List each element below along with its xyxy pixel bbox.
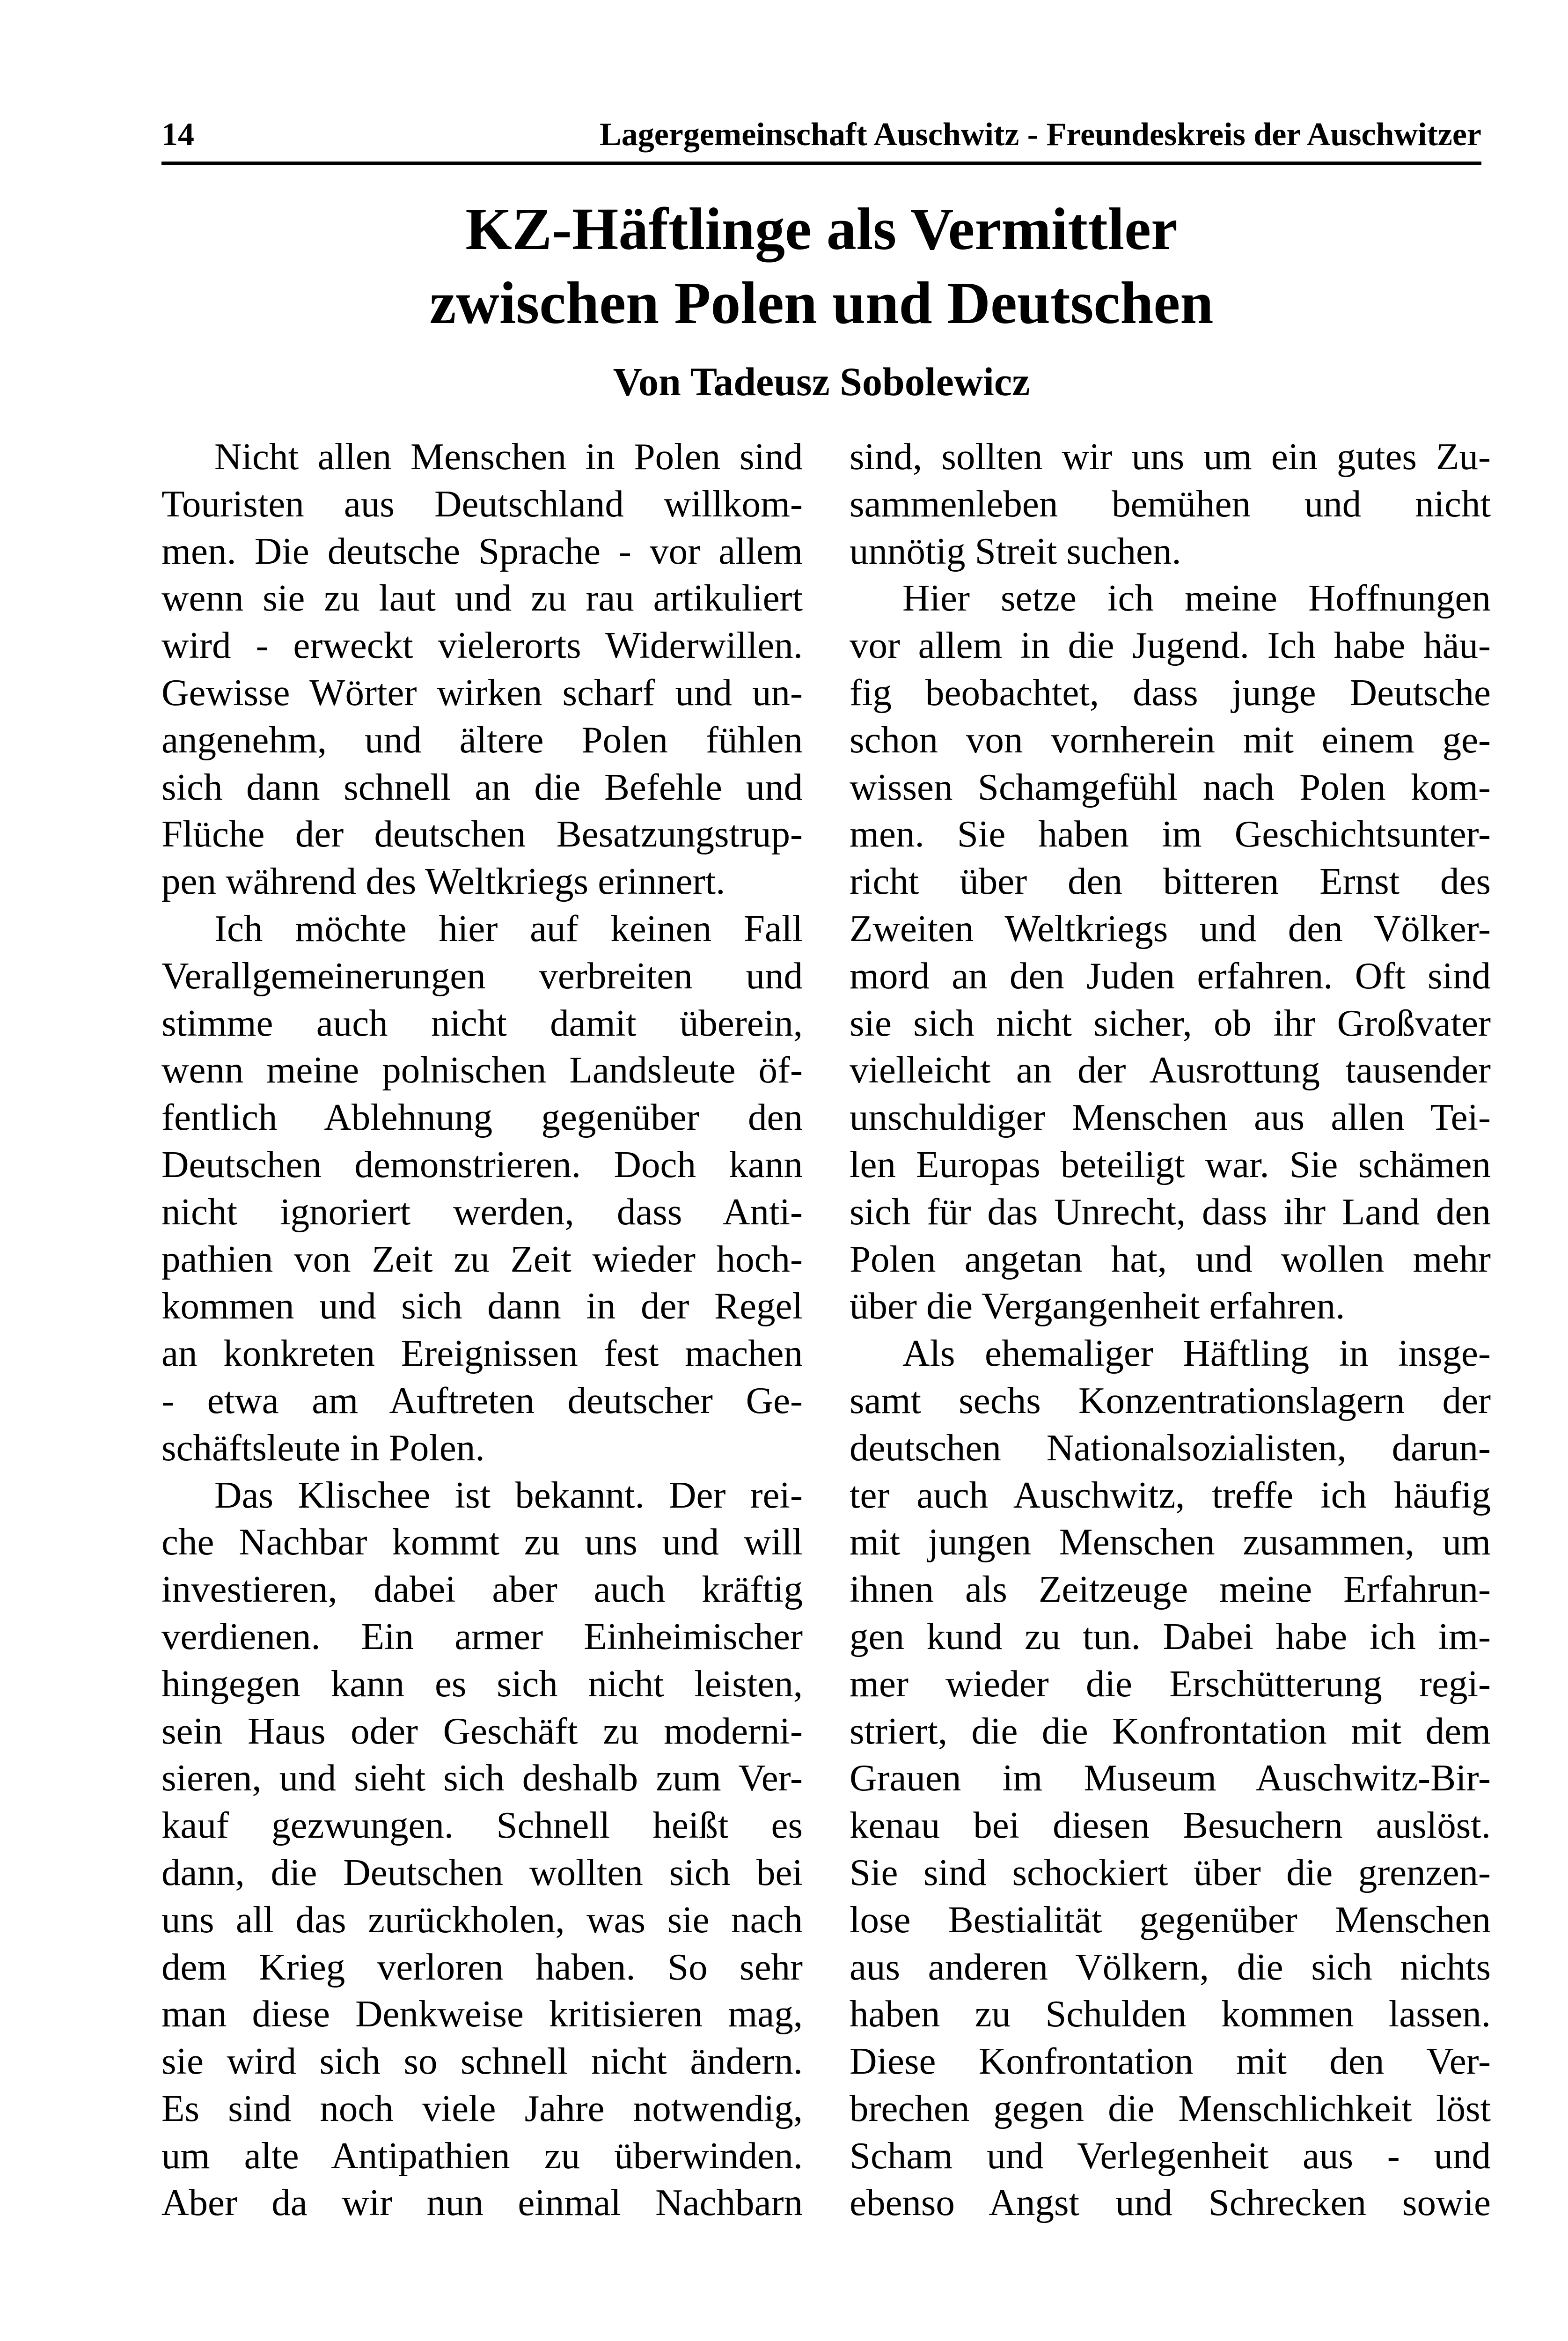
text-line: sich dann schnell an die Befehle und [161, 766, 803, 808]
text-line: sammenleben bemühen und nicht [850, 482, 1491, 525]
text-line: ihnen als Zeitzeuge meine Erfahrun- [850, 1568, 1491, 1611]
text-line: gen kund zu tun. Dabei habe ich im- [850, 1615, 1491, 1657]
text-column-right [850, 433, 1491, 2226]
text-line: ter auch Auschwitz, treffe ich häufig [850, 1473, 1491, 1516]
text-line: sie sich nicht sicher, ob ihr Großvater [850, 1001, 1491, 1044]
text-line: len Europas beteiligt war. Sie schämen [850, 1143, 1491, 1185]
text-line: sie wird sich so schnell nicht ändern. [161, 2040, 803, 2083]
text-line: pen während des Weltkriegs erinnert. [161, 860, 725, 903]
text-line: che Nachbar kommt zu uns und will [161, 1521, 803, 1563]
text-line: Gewisse Wörter wirken scharf und un- [161, 671, 803, 714]
text-line: striert, die die Konfrontation mit dem [850, 1709, 1491, 1752]
text-line: Polen angetan hat, und wollen mehr [850, 1237, 1491, 1280]
text-line: kommen und sich dann in der Regel [161, 1285, 803, 1327]
byline: Von Tadeusz Sobolewicz [613, 359, 1030, 404]
text-line: pathien von Zeit zu Zeit wieder hoch- [161, 1237, 803, 1280]
text-line: Grauen im Museum Auschwitz-Bir- [850, 1757, 1491, 1799]
text-line: wenn meine polnischen Landsleute öf- [161, 1049, 803, 1091]
text-line: Zweiten Weltkriegs und den Völker- [850, 907, 1491, 950]
text-line: kenau bei diesen Besuchern auslöst. [850, 1804, 1491, 1847]
text-line: wenn sie zu laut und zu rau artikuliert [161, 577, 803, 619]
text-line: wird - erweckt vielerorts Widerwillen. [161, 624, 803, 667]
text-line: schäftsleute in Polen. [161, 1426, 485, 1469]
text-line: um alte Antipathien zu überwinden. [161, 2134, 803, 2177]
article-title-line: zwischen Polen und Deutschen [429, 270, 1214, 336]
text-line: mord an den Juden erfahren. Oft sind [850, 954, 1491, 997]
text-line: mer wieder die Erschütterung regi- [850, 1662, 1491, 1705]
text-line: richt über den bitteren Ernst des [850, 860, 1491, 903]
text-line: Als ehemaliger Häftling in insge- [902, 1332, 1491, 1375]
text-line: sich für das Unrecht, dass ihr Land den [850, 1190, 1491, 1233]
text-line: fig beobachtet, dass junge Deutsche [850, 671, 1491, 714]
text-line: verdienen. Ein armer Einheimischer [161, 1615, 803, 1657]
page-header [161, 110, 1481, 165]
text-line: haben zu Schulden kommen lassen. [850, 1993, 1491, 2035]
text-line: ebenso Angst und Schrecken sowie [850, 2181, 1491, 2224]
text-line: investieren, dabei aber auch kräftig [161, 1568, 803, 1611]
text-line: sein Haus oder Geschäft zu moderni- [161, 1709, 803, 1752]
text-line: unschuldiger Menschen aus allen Tei- [850, 1096, 1491, 1139]
text-line: aus anderen Völkern, die sich nichts [850, 1945, 1491, 1988]
text-line: uns all das zurückholen, was sie nach [161, 1898, 803, 1941]
text-line: hingegen kann es sich nicht leisten, [161, 1662, 803, 1705]
text-line: sieren, und sieht sich deshalb zum Ver- [161, 1757, 803, 1799]
text-line: unnötig Streit suchen. [850, 530, 1181, 572]
text-line: brechen gegen die Menschlichkeit löst [850, 2087, 1491, 2129]
text-line: Nicht allen Menschen in Polen sind [214, 435, 803, 478]
text-line: Es sind noch viele Jahre notwendig, [161, 2087, 803, 2129]
text-line: kauf gezwungen. Schnell heißt es [161, 1804, 803, 1847]
text-line: Diese Konfrontation mit den Ver- [850, 2040, 1491, 2083]
text-column-left [161, 433, 803, 2226]
text-line: sind, sollten wir uns um ein gutes Zu- [850, 435, 1491, 478]
text-line: lose Bestialität gegenüber Menschen [850, 1898, 1491, 1941]
text-line: dem Krieg verloren haben. So sehr [161, 1945, 803, 1988]
text-line: Hier setze ich meine Hoffnungen [902, 577, 1491, 619]
text-line: stimme auch nicht damit überein, [161, 1001, 803, 1044]
text-line: nicht ignoriert werden, dass Anti- [161, 1190, 803, 1233]
page-number: 14 [161, 117, 194, 153]
text-line: men. Die deutsche Sprache - vor allem [161, 530, 803, 572]
text-line: man diese Denkweise kritisieren mag, [161, 1993, 803, 2035]
article-title-line: KZ-Häftlinge als Vermittler [465, 196, 1178, 262]
text-line: Das Klischee ist bekannt. Der rei- [214, 1473, 803, 1516]
text-line: Sie sind schockiert über die grenzen- [850, 1851, 1491, 1893]
text-line: Aber da wir nun einmal Nachbarn [161, 2181, 803, 2224]
text-line: fentlich Ablehnung gegenüber den [161, 1096, 803, 1139]
article-title [161, 192, 1481, 340]
text-line: Verallgemeinerungen verbreiten und [161, 954, 803, 997]
text-line: Scham und Verlegenheit aus - und [850, 2134, 1491, 2177]
text-line: vielleicht an der Ausrottung tausender [850, 1049, 1491, 1091]
text-line: angenehm, und ältere Polen fühlen [161, 718, 803, 761]
text-line: vor allem in die Jugend. Ich habe häu- [850, 624, 1491, 667]
text-line: an konkreten Ereignissen fest machen [161, 1332, 803, 1375]
text-line: Ich möchte hier auf keinen Fall [214, 907, 803, 950]
text-line: Touristen aus Deutschland willkom- [161, 482, 803, 525]
text-line: schon von vornherein mit einem ge- [850, 718, 1491, 761]
running-title: Lagergemeinschaft Auschwitz - Freundeskreis der Auschwitzer [600, 117, 1481, 153]
text-line: Flüche der deutschen Besatzungstrup- [161, 813, 803, 855]
text-line: - etwa am Auftreten deutscher Ge- [161, 1379, 803, 1421]
text-line: über die Vergangenheit erfahren. [850, 1285, 1345, 1327]
text-line: Deutschen demonstrieren. Doch kann [161, 1143, 803, 1185]
text-line: deutschen Nationalsozialisten, darun- [850, 1426, 1491, 1469]
text-line: wissen Schamgefühl nach Polen kom- [850, 766, 1491, 808]
text-line: dann, die Deutschen wollten sich bei [161, 1851, 803, 1893]
text-line: men. Sie haben im Geschichtsunter- [850, 813, 1491, 855]
text-line: samt sechs Konzentrationslagern der [850, 1379, 1491, 1421]
text-line: mit jungen Menschen zusammen, um [850, 1521, 1491, 1563]
